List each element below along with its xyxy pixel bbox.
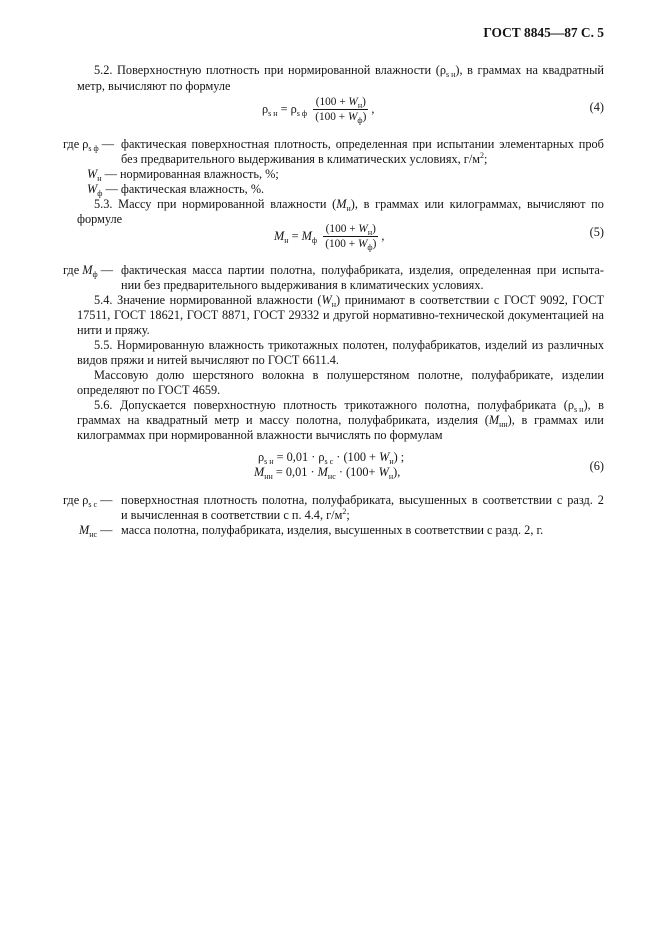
paragraph-wool-line-2: определяют по ГОСТ 4659.	[77, 383, 221, 397]
paragraph-5-4-line-2: 17511, ГОСТ 18621, ГОСТ 8871, ГОСТ 29332 и другой нормативно-технической документацией на	[77, 308, 604, 322]
where-w-n: $W_н$ — нормированная влажность, %;	[87, 167, 279, 183]
paragraph-5-6-line-2: граммах на квадратный метр и массу полотна, полуфабриката, изделия $(M_{нн})$, в граммах или	[77, 413, 604, 429]
paragraph-5-2-line-2: метр, вычисляют по формуле	[77, 79, 231, 93]
formula-5-fraction: $\frac{(100 + W_н)}{(100 + W_ф)}$	[325, 223, 377, 253]
paragraph-5-3-line-1: 5.3. Массу при нормированной влажности $(M_н)$, в граммах или килограммах, вычисляют по	[94, 197, 604, 213]
formula-4-fraction: $\frac{(100 + W_н)}{(100 + W_ф)}$	[315, 96, 367, 126]
where-rho-sc-line-2: и вычисленная в соответствии с п. 4.4, $г/м^2$;	[121, 507, 350, 522]
formula-6-a: $\rho_{s н} = 0,01 \cdot \rho_{s с} \cdot (100 + W_н)$ ;	[258, 450, 405, 466]
where-m-nc-text: масса полотна, полуфабриката, изделия, высушенных в соответствии с разд. 2, г.	[121, 523, 544, 537]
formula-6-b: $M_{нн} = 0,01 \cdot M_{нс} \cdot (100+ W_н)$,	[254, 465, 401, 481]
paragraph-5-4-line-1: 5.4. Значение нормированной влажности $(W_н)$ принимают в соответствии с ГОСТ 9092, ГОСТ	[94, 293, 604, 309]
equation-number-5: (5)	[589, 225, 604, 239]
paragraph-5-6-line-1: 5.6. Допускается поверхностную плотность трикотажного полотна, полуфабриката $(\rho_{s н})$, в	[94, 398, 604, 414]
equation-number-6: (6)	[589, 459, 604, 473]
where-rho-sc-line-1: поверхностная плотность полотна, полуфабриката, высушенных в соответствии с разд. 2	[121, 493, 604, 507]
paragraph-wool-line-1: Массовую долю шерстяного волокна в полушерстяном полотне, полуфабрикате, изделии	[94, 368, 604, 382]
where-rho-sf: где $\rho_{s ф}$ —	[63, 137, 115, 153]
where-m-f-line-2: нии без предварительного выдерживания в климатических условиях.	[121, 278, 484, 292]
where-m-f-line-1: фактическая масса партии полотна, полуфабриката, изделия, определенная при испыта-	[121, 263, 604, 277]
formula-5: $M_н = M_ф$ $\frac{(100 + W_н)}{(100 + W_ф)}$ ,	[274, 223, 385, 253]
where-m-nc: $M_{нс}$ —	[79, 523, 113, 539]
paragraph-5-5-line-1: 5.5. Нормированную влажность трикотажных полотен, полуфабрикатов, изделий из различных	[94, 338, 604, 352]
where-rho-sc: где $\rho_{s с}$ —	[63, 493, 113, 509]
where-w-f: $W_ф$ — фактическая влажность, %.	[87, 182, 265, 198]
paragraph-5-6-line-3: килограммах при нормированной влажности вычислять по формулам	[77, 428, 443, 442]
paragraph-5-5-line-2: видов пряжи и нитей вычисляют по ГОСТ 6611.4.	[77, 353, 339, 367]
paragraph-5-4-line-3: нити и пряжу.	[77, 323, 150, 337]
where-rho-sf-line-1: фактическая поверхностная плотность, определенная при испытании элементарных проб	[121, 137, 604, 151]
formula-4: $\rho_{s н} = \rho_{s ф}$ $\frac{(100 + W_н)}{(100 + W_ф)}$ ,	[262, 96, 375, 126]
paragraph-5-2-line-1: 5.2. Поверхностную плотность при нормированной влажности $(\rho_{s н})$, в граммах на квадратный	[94, 63, 604, 79]
equation-number-4: (4)	[589, 100, 604, 114]
where-m-f: где $M_ф$ —	[63, 263, 114, 279]
page-header: ГОСТ 8845—87 С. 5	[483, 25, 604, 40]
paragraph-5-3-line-2: формуле	[77, 212, 123, 226]
where-rho-sf-line-2: без предварительного выдерживания в климатических условиях, $г/м^2$;	[121, 151, 488, 166]
